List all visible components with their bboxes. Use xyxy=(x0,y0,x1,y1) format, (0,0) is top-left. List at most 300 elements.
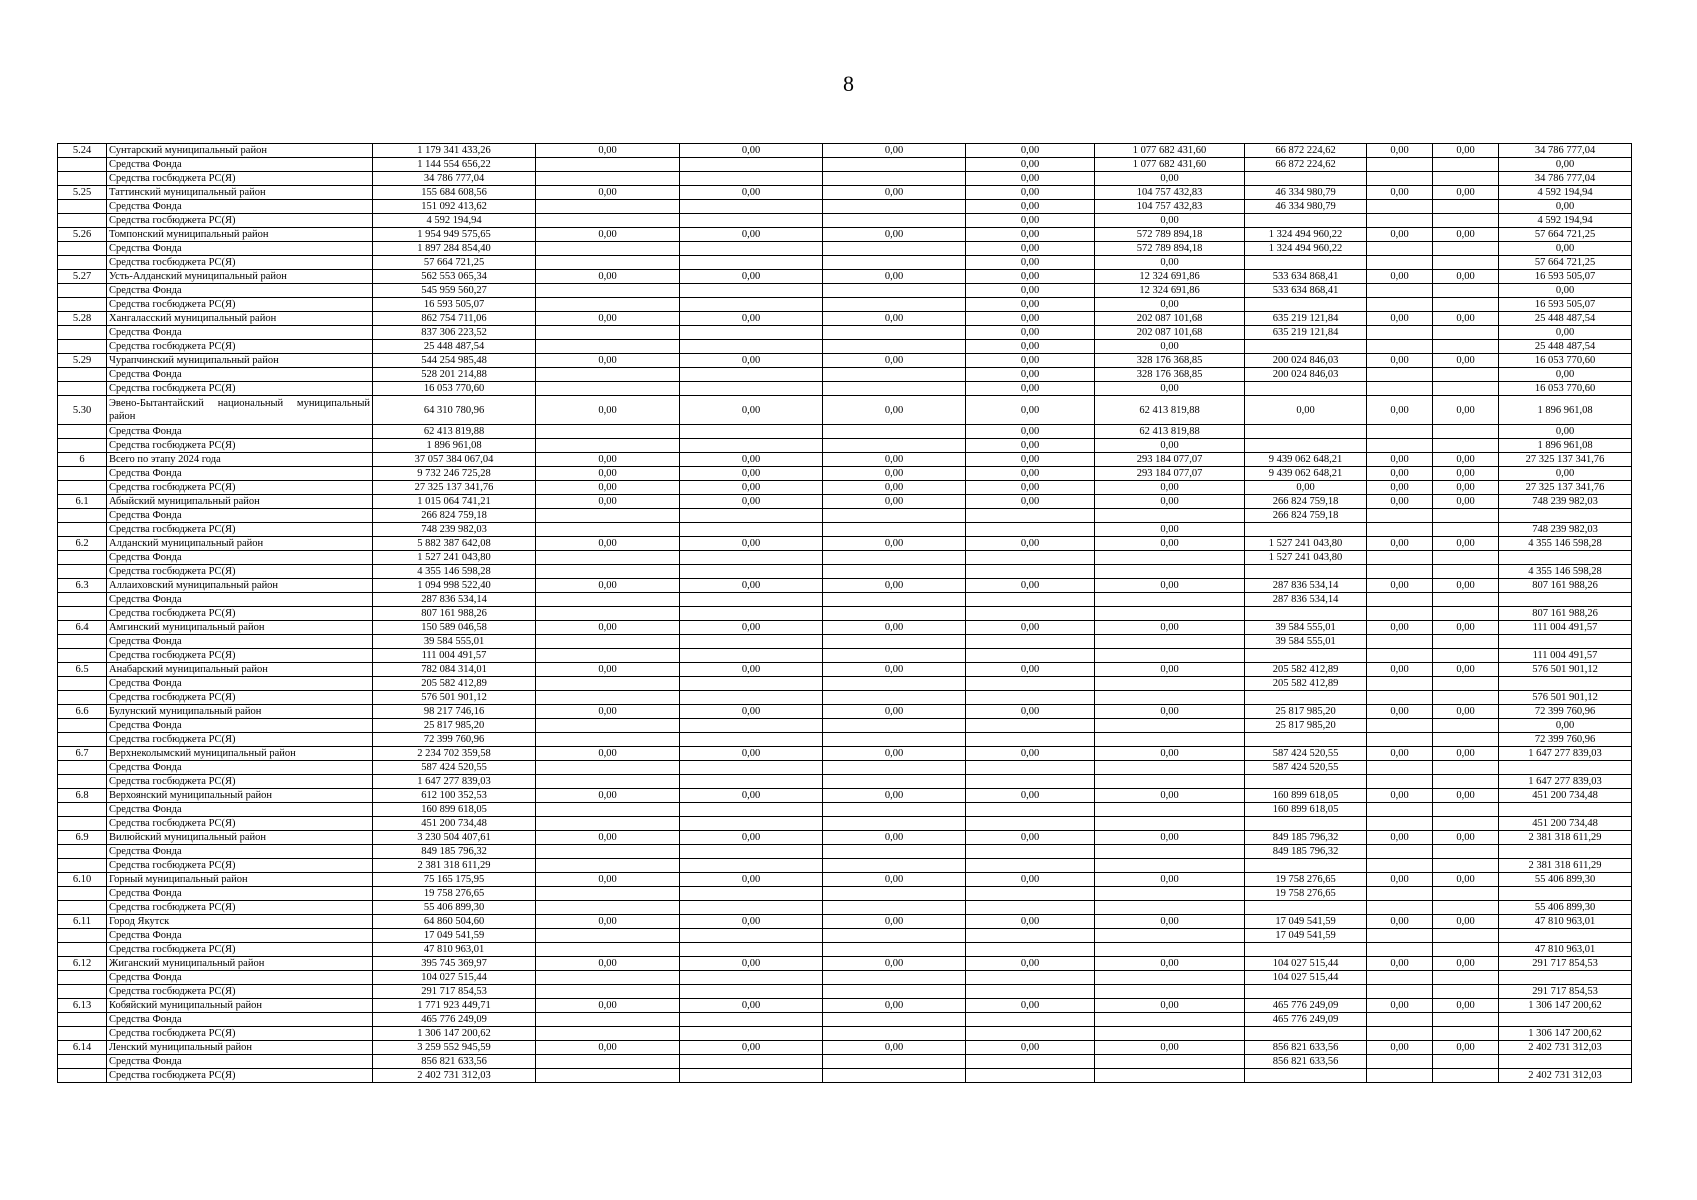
cell-num xyxy=(58,298,107,312)
cell-c8: 17 049 541,59 xyxy=(1245,929,1367,943)
cell-c6: 0,00 xyxy=(966,284,1095,298)
cell-c9 xyxy=(1367,158,1433,172)
cell-total: 62 413 819,88 xyxy=(373,425,536,439)
table-row xyxy=(58,200,1632,214)
cell-c6: 0,00 xyxy=(966,354,1095,368)
cell-c11: 25 448 487,54 xyxy=(1499,312,1632,326)
cell-name: Средства госбюджета РС(Я) xyxy=(107,607,373,621)
table-row xyxy=(58,284,1632,298)
cell-c10 xyxy=(1433,200,1499,214)
cell-c10 xyxy=(1433,887,1499,901)
cell-c10 xyxy=(1433,565,1499,579)
cell-c11: 16 593 505,07 xyxy=(1499,298,1632,312)
cell-c8: 533 634 868,41 xyxy=(1245,284,1367,298)
cell-c4 xyxy=(680,719,823,733)
cell-c3 xyxy=(536,971,680,985)
cell-name: Средства Фонда xyxy=(107,677,373,691)
cell-c3: 0,00 xyxy=(536,789,680,803)
cell-c11: 1 306 147 200,62 xyxy=(1499,1027,1632,1041)
cell-c10 xyxy=(1433,340,1499,354)
cell-c11 xyxy=(1499,761,1632,775)
cell-name: Средства Фонда xyxy=(107,1013,373,1027)
cell-c3 xyxy=(536,845,680,859)
cell-c3 xyxy=(536,649,680,663)
cell-c11 xyxy=(1499,551,1632,565)
cell-c9: 0,00 xyxy=(1367,228,1433,242)
cell-c10 xyxy=(1433,172,1499,186)
cell-c11 xyxy=(1499,845,1632,859)
cell-c10 xyxy=(1433,1069,1499,1083)
cell-c4 xyxy=(680,971,823,985)
cell-name: Сунтарский муниципальный район xyxy=(107,144,373,158)
cell-c5: 0,00 xyxy=(823,663,966,677)
cell-c4: 0,00 xyxy=(680,831,823,845)
cell-c3: 0,00 xyxy=(536,312,680,326)
cell-c3 xyxy=(536,887,680,901)
cell-total: 57 664 721,25 xyxy=(373,256,536,270)
cell-c11: 576 501 901,12 xyxy=(1499,691,1632,705)
cell-c3 xyxy=(536,1055,680,1069)
cell-num: 6.10 xyxy=(58,873,107,887)
cell-c4 xyxy=(680,326,823,340)
cell-name: Средства Фонда xyxy=(107,425,373,439)
cell-c4: 0,00 xyxy=(680,579,823,593)
cell-c8: 9 439 062 648,21 xyxy=(1245,453,1367,467)
cell-name: Ленский муниципальный район xyxy=(107,1041,373,1055)
cell-c4: 0,00 xyxy=(680,621,823,635)
cell-c9: 0,00 xyxy=(1367,999,1433,1013)
cell-c7: 202 087 101,68 xyxy=(1095,326,1245,340)
cell-c4 xyxy=(680,425,823,439)
cell-c4 xyxy=(680,1027,823,1041)
cell-c9 xyxy=(1367,509,1433,523)
table-row xyxy=(58,425,1632,439)
table-row xyxy=(58,831,1632,845)
cell-num xyxy=(58,326,107,340)
cell-c9 xyxy=(1367,677,1433,691)
table-row xyxy=(58,453,1632,467)
cell-c3: 0,00 xyxy=(536,1041,680,1055)
cell-c9 xyxy=(1367,368,1433,382)
cell-c3: 0,00 xyxy=(536,270,680,284)
cell-num xyxy=(58,761,107,775)
cell-name: Средства Фонда xyxy=(107,929,373,943)
cell-c5 xyxy=(823,200,966,214)
cell-c4: 0,00 xyxy=(680,915,823,929)
cell-c3 xyxy=(536,817,680,831)
table-row xyxy=(58,957,1632,971)
cell-c7 xyxy=(1095,607,1245,621)
table-row xyxy=(58,186,1632,200)
cell-c6: 0,00 xyxy=(966,621,1095,635)
cell-c5: 0,00 xyxy=(823,1041,966,1055)
cell-name: Средства Фонда xyxy=(107,971,373,985)
cell-c5: 0,00 xyxy=(823,354,966,368)
cell-num: 6.2 xyxy=(58,537,107,551)
cell-c7 xyxy=(1095,593,1245,607)
cell-c3 xyxy=(536,733,680,747)
table-row xyxy=(58,705,1632,719)
cell-c3 xyxy=(536,943,680,957)
cell-num xyxy=(58,593,107,607)
cell-c7: 293 184 077,07 xyxy=(1095,453,1245,467)
cell-c6: 0,00 xyxy=(966,242,1095,256)
cell-c6 xyxy=(966,733,1095,747)
cell-c7: 0,00 xyxy=(1095,831,1245,845)
cell-name: Средства Фонда xyxy=(107,368,373,382)
table-row xyxy=(58,1069,1632,1083)
cell-total: 39 584 555,01 xyxy=(373,635,536,649)
cell-c3 xyxy=(536,172,680,186)
cell-num xyxy=(58,551,107,565)
cell-c3 xyxy=(536,439,680,453)
cell-c11: 0,00 xyxy=(1499,158,1632,172)
cell-c10 xyxy=(1433,943,1499,957)
cell-name: Средства госбюджета РС(Я) xyxy=(107,1069,373,1083)
cell-c9 xyxy=(1367,845,1433,859)
cell-c6: 0,00 xyxy=(966,172,1095,186)
cell-c11: 4 592 194,94 xyxy=(1499,186,1632,200)
cell-c3 xyxy=(536,635,680,649)
cell-c4 xyxy=(680,845,823,859)
cell-name: Средства госбюджета РС(Я) xyxy=(107,901,373,915)
cell-c4: 0,00 xyxy=(680,354,823,368)
cell-c4: 0,00 xyxy=(680,789,823,803)
table-row xyxy=(58,593,1632,607)
cell-c5: 0,00 xyxy=(823,873,966,887)
cell-c5 xyxy=(823,887,966,901)
cell-c8: 856 821 633,56 xyxy=(1245,1055,1367,1069)
cell-c9: 0,00 xyxy=(1367,396,1433,425)
cell-c8 xyxy=(1245,607,1367,621)
cell-c6 xyxy=(966,551,1095,565)
cell-num xyxy=(58,943,107,957)
cell-c11: 4 355 146 598,28 xyxy=(1499,565,1632,579)
cell-c10 xyxy=(1433,326,1499,340)
cell-c8 xyxy=(1245,565,1367,579)
cell-c5: 0,00 xyxy=(823,999,966,1013)
cell-total: 837 306 223,52 xyxy=(373,326,536,340)
cell-num: 6.7 xyxy=(58,747,107,761)
cell-c6 xyxy=(966,817,1095,831)
cell-c7 xyxy=(1095,691,1245,705)
cell-c11: 111 004 491,57 xyxy=(1499,621,1632,635)
cell-c9 xyxy=(1367,593,1433,607)
cell-c11: 0,00 xyxy=(1499,719,1632,733)
cell-c7: 0,00 xyxy=(1095,999,1245,1013)
cell-c8 xyxy=(1245,214,1367,228)
table-row xyxy=(58,635,1632,649)
cell-c4: 0,00 xyxy=(680,481,823,495)
cell-c6 xyxy=(966,607,1095,621)
cell-c9: 0,00 xyxy=(1367,747,1433,761)
cell-c11: 47 810 963,01 xyxy=(1499,943,1632,957)
cell-c5: 0,00 xyxy=(823,228,966,242)
cell-num: 6.8 xyxy=(58,789,107,803)
cell-total: 17 049 541,59 xyxy=(373,929,536,943)
cell-c8: 39 584 555,01 xyxy=(1245,621,1367,635)
table-row xyxy=(58,985,1632,999)
page-number: 8 xyxy=(843,71,854,96)
cell-num xyxy=(58,368,107,382)
cell-c9: 0,00 xyxy=(1367,144,1433,158)
cell-c3 xyxy=(536,382,680,396)
table-row xyxy=(58,649,1632,663)
cell-num xyxy=(58,845,107,859)
cell-c6 xyxy=(966,1013,1095,1027)
table-row xyxy=(58,901,1632,915)
cell-c10 xyxy=(1433,509,1499,523)
cell-total: 1 647 277 839,03 xyxy=(373,775,536,789)
cell-c7: 0,00 xyxy=(1095,957,1245,971)
cell-c8 xyxy=(1245,439,1367,453)
cell-c9 xyxy=(1367,523,1433,537)
cell-c5 xyxy=(823,551,966,565)
cell-c7 xyxy=(1095,845,1245,859)
cell-c10: 0,00 xyxy=(1433,144,1499,158)
cell-c9: 0,00 xyxy=(1367,579,1433,593)
cell-c9 xyxy=(1367,425,1433,439)
cell-c10 xyxy=(1433,1055,1499,1069)
table-row xyxy=(58,439,1632,453)
cell-num xyxy=(58,284,107,298)
cell-c5: 0,00 xyxy=(823,747,966,761)
cell-c7 xyxy=(1095,733,1245,747)
cell-total: 587 424 520,55 xyxy=(373,761,536,775)
cell-c4 xyxy=(680,1013,823,1027)
cell-name: Анабарский муниципальный район xyxy=(107,663,373,677)
cell-c4 xyxy=(680,691,823,705)
cell-num: 6.3 xyxy=(58,579,107,593)
cell-c11: 0,00 xyxy=(1499,284,1632,298)
cell-c4 xyxy=(680,1055,823,1069)
cell-c5: 0,00 xyxy=(823,481,966,495)
cell-c10 xyxy=(1433,929,1499,943)
cell-c3 xyxy=(536,691,680,705)
cell-num: 5.26 xyxy=(58,228,107,242)
cell-c11: 1 896 961,08 xyxy=(1499,439,1632,453)
cell-c7 xyxy=(1095,635,1245,649)
cell-c6 xyxy=(966,691,1095,705)
cell-c3: 0,00 xyxy=(536,396,680,425)
cell-c10 xyxy=(1433,439,1499,453)
cell-c11: 1 647 277 839,03 xyxy=(1499,775,1632,789)
cell-total: 1 897 284 854,40 xyxy=(373,242,536,256)
cell-c11: 0,00 xyxy=(1499,200,1632,214)
cell-c8 xyxy=(1245,425,1367,439)
cell-c5 xyxy=(823,901,966,915)
table-row xyxy=(58,144,1632,158)
cell-c8 xyxy=(1245,340,1367,354)
cell-c10 xyxy=(1433,635,1499,649)
cell-c6 xyxy=(966,901,1095,915)
cell-c5 xyxy=(823,691,966,705)
cell-total: 862 754 711,06 xyxy=(373,312,536,326)
cell-c8 xyxy=(1245,649,1367,663)
cell-c4 xyxy=(680,256,823,270)
cell-c8 xyxy=(1245,901,1367,915)
cell-num xyxy=(58,242,107,256)
cell-c3: 0,00 xyxy=(536,467,680,481)
cell-c6 xyxy=(966,985,1095,999)
cell-c5: 0,00 xyxy=(823,396,966,425)
cell-c9 xyxy=(1367,1069,1433,1083)
cell-c6: 0,00 xyxy=(966,382,1095,396)
cell-total: 25 448 487,54 xyxy=(373,340,536,354)
cell-c7: 0,00 xyxy=(1095,705,1245,719)
cell-c9: 0,00 xyxy=(1367,621,1433,635)
cell-c4 xyxy=(680,943,823,957)
cell-c4: 0,00 xyxy=(680,957,823,971)
cell-c6 xyxy=(966,719,1095,733)
cell-c8: 9 439 062 648,21 xyxy=(1245,467,1367,481)
cell-num xyxy=(58,929,107,943)
cell-c8: 25 817 985,20 xyxy=(1245,705,1367,719)
cell-c3 xyxy=(536,340,680,354)
cell-c3: 0,00 xyxy=(536,747,680,761)
table-row xyxy=(58,537,1632,551)
cell-c5 xyxy=(823,242,966,256)
cell-c11: 1 896 961,08 xyxy=(1499,396,1632,425)
cell-c8: 266 824 759,18 xyxy=(1245,509,1367,523)
table-row xyxy=(58,915,1632,929)
cell-total: 2 402 731 312,03 xyxy=(373,1069,536,1083)
cell-name: Средства госбюджета РС(Я) xyxy=(107,382,373,396)
cell-c8 xyxy=(1245,1027,1367,1041)
cell-c4 xyxy=(680,284,823,298)
cell-total: 16 593 505,07 xyxy=(373,298,536,312)
table-row xyxy=(58,523,1632,537)
cell-num: 5.30 xyxy=(58,396,107,425)
cell-c10 xyxy=(1433,523,1499,537)
cell-num xyxy=(58,172,107,186)
cell-c9: 0,00 xyxy=(1367,789,1433,803)
cell-name: Средства Фонда xyxy=(107,761,373,775)
cell-c5 xyxy=(823,817,966,831)
cell-c4: 0,00 xyxy=(680,396,823,425)
cell-c9 xyxy=(1367,985,1433,999)
table-row xyxy=(58,298,1632,312)
cell-c7: 0,00 xyxy=(1095,537,1245,551)
cell-num: 6.1 xyxy=(58,495,107,509)
cell-c6: 0,00 xyxy=(966,214,1095,228)
cell-c7: 0,00 xyxy=(1095,621,1245,635)
cell-c11: 1 306 147 200,62 xyxy=(1499,999,1632,1013)
cell-c7 xyxy=(1095,565,1245,579)
cell-num xyxy=(58,509,107,523)
cell-c8: 39 584 555,01 xyxy=(1245,635,1367,649)
cell-c7: 0,00 xyxy=(1095,172,1245,186)
cell-total: 3 259 552 945,59 xyxy=(373,1041,536,1055)
cell-name: Средства Фонда xyxy=(107,158,373,172)
cell-c9 xyxy=(1367,971,1433,985)
cell-c6: 0,00 xyxy=(966,396,1095,425)
cell-c5: 0,00 xyxy=(823,495,966,509)
cell-name: Средства госбюджета РС(Я) xyxy=(107,1027,373,1041)
cell-c5 xyxy=(823,298,966,312)
cell-c4 xyxy=(680,523,823,537)
cell-c8: 635 219 121,84 xyxy=(1245,312,1367,326)
cell-c3: 0,00 xyxy=(536,831,680,845)
cell-name: Средства госбюджета РС(Я) xyxy=(107,733,373,747)
cell-c7: 0,00 xyxy=(1095,214,1245,228)
cell-num xyxy=(58,817,107,831)
cell-c11: 2 381 318 611,29 xyxy=(1499,859,1632,873)
cell-c4: 0,00 xyxy=(680,999,823,1013)
cell-total: 2 234 702 359,58 xyxy=(373,747,536,761)
table-row xyxy=(58,467,1632,481)
cell-c10: 0,00 xyxy=(1433,537,1499,551)
table-row xyxy=(58,396,1632,425)
cell-c5 xyxy=(823,1069,966,1083)
cell-total: 1 015 064 741,21 xyxy=(373,495,536,509)
cell-c4: 0,00 xyxy=(680,186,823,200)
cell-c9 xyxy=(1367,733,1433,747)
cell-c4: 0,00 xyxy=(680,228,823,242)
cell-c7 xyxy=(1095,985,1245,999)
cell-c6: 0,00 xyxy=(966,537,1095,551)
cell-c3: 0,00 xyxy=(536,228,680,242)
cell-c9 xyxy=(1367,803,1433,817)
cell-name: Средства Фонда xyxy=(107,803,373,817)
cell-num: 6.9 xyxy=(58,831,107,845)
cell-c3: 0,00 xyxy=(536,579,680,593)
table-row xyxy=(58,943,1632,957)
cell-c11: 2 381 318 611,29 xyxy=(1499,831,1632,845)
cell-c5 xyxy=(823,509,966,523)
cell-c10 xyxy=(1433,368,1499,382)
cell-total: 612 100 352,53 xyxy=(373,789,536,803)
cell-c10 xyxy=(1433,382,1499,396)
table-row xyxy=(58,761,1632,775)
cell-c7: 1 077 682 431,60 xyxy=(1095,144,1245,158)
cell-c8: 205 582 412,89 xyxy=(1245,677,1367,691)
cell-c3 xyxy=(536,368,680,382)
cell-c10 xyxy=(1433,214,1499,228)
cell-num xyxy=(58,565,107,579)
cell-c6 xyxy=(966,593,1095,607)
cell-c6: 0,00 xyxy=(966,340,1095,354)
cell-c5 xyxy=(823,523,966,537)
cell-c5 xyxy=(823,761,966,775)
cell-c3: 0,00 xyxy=(536,621,680,635)
table-row xyxy=(58,382,1632,396)
cell-total: 1 771 923 449,71 xyxy=(373,999,536,1013)
cell-name: Алданский муниципальный район xyxy=(107,537,373,551)
cell-total: 111 004 491,57 xyxy=(373,649,536,663)
cell-name: Вилюйский муниципальный район xyxy=(107,831,373,845)
cell-c9: 0,00 xyxy=(1367,957,1433,971)
cell-c8 xyxy=(1245,256,1367,270)
table-row xyxy=(58,747,1632,761)
cell-c3: 0,00 xyxy=(536,663,680,677)
cell-c4 xyxy=(680,593,823,607)
cell-num xyxy=(58,719,107,733)
cell-c6: 0,00 xyxy=(966,957,1095,971)
cell-c5 xyxy=(823,719,966,733)
cell-c10: 0,00 xyxy=(1433,396,1499,425)
cell-c8: 856 821 633,56 xyxy=(1245,1041,1367,1055)
cell-c7: 328 176 368,85 xyxy=(1095,368,1245,382)
cell-c8 xyxy=(1245,691,1367,705)
cell-c5 xyxy=(823,172,966,186)
cell-c9 xyxy=(1367,691,1433,705)
cell-c5 xyxy=(823,775,966,789)
table-row xyxy=(58,845,1632,859)
cell-c6: 0,00 xyxy=(966,326,1095,340)
cell-num xyxy=(58,1069,107,1083)
cell-c11: 27 325 137 341,76 xyxy=(1499,453,1632,467)
